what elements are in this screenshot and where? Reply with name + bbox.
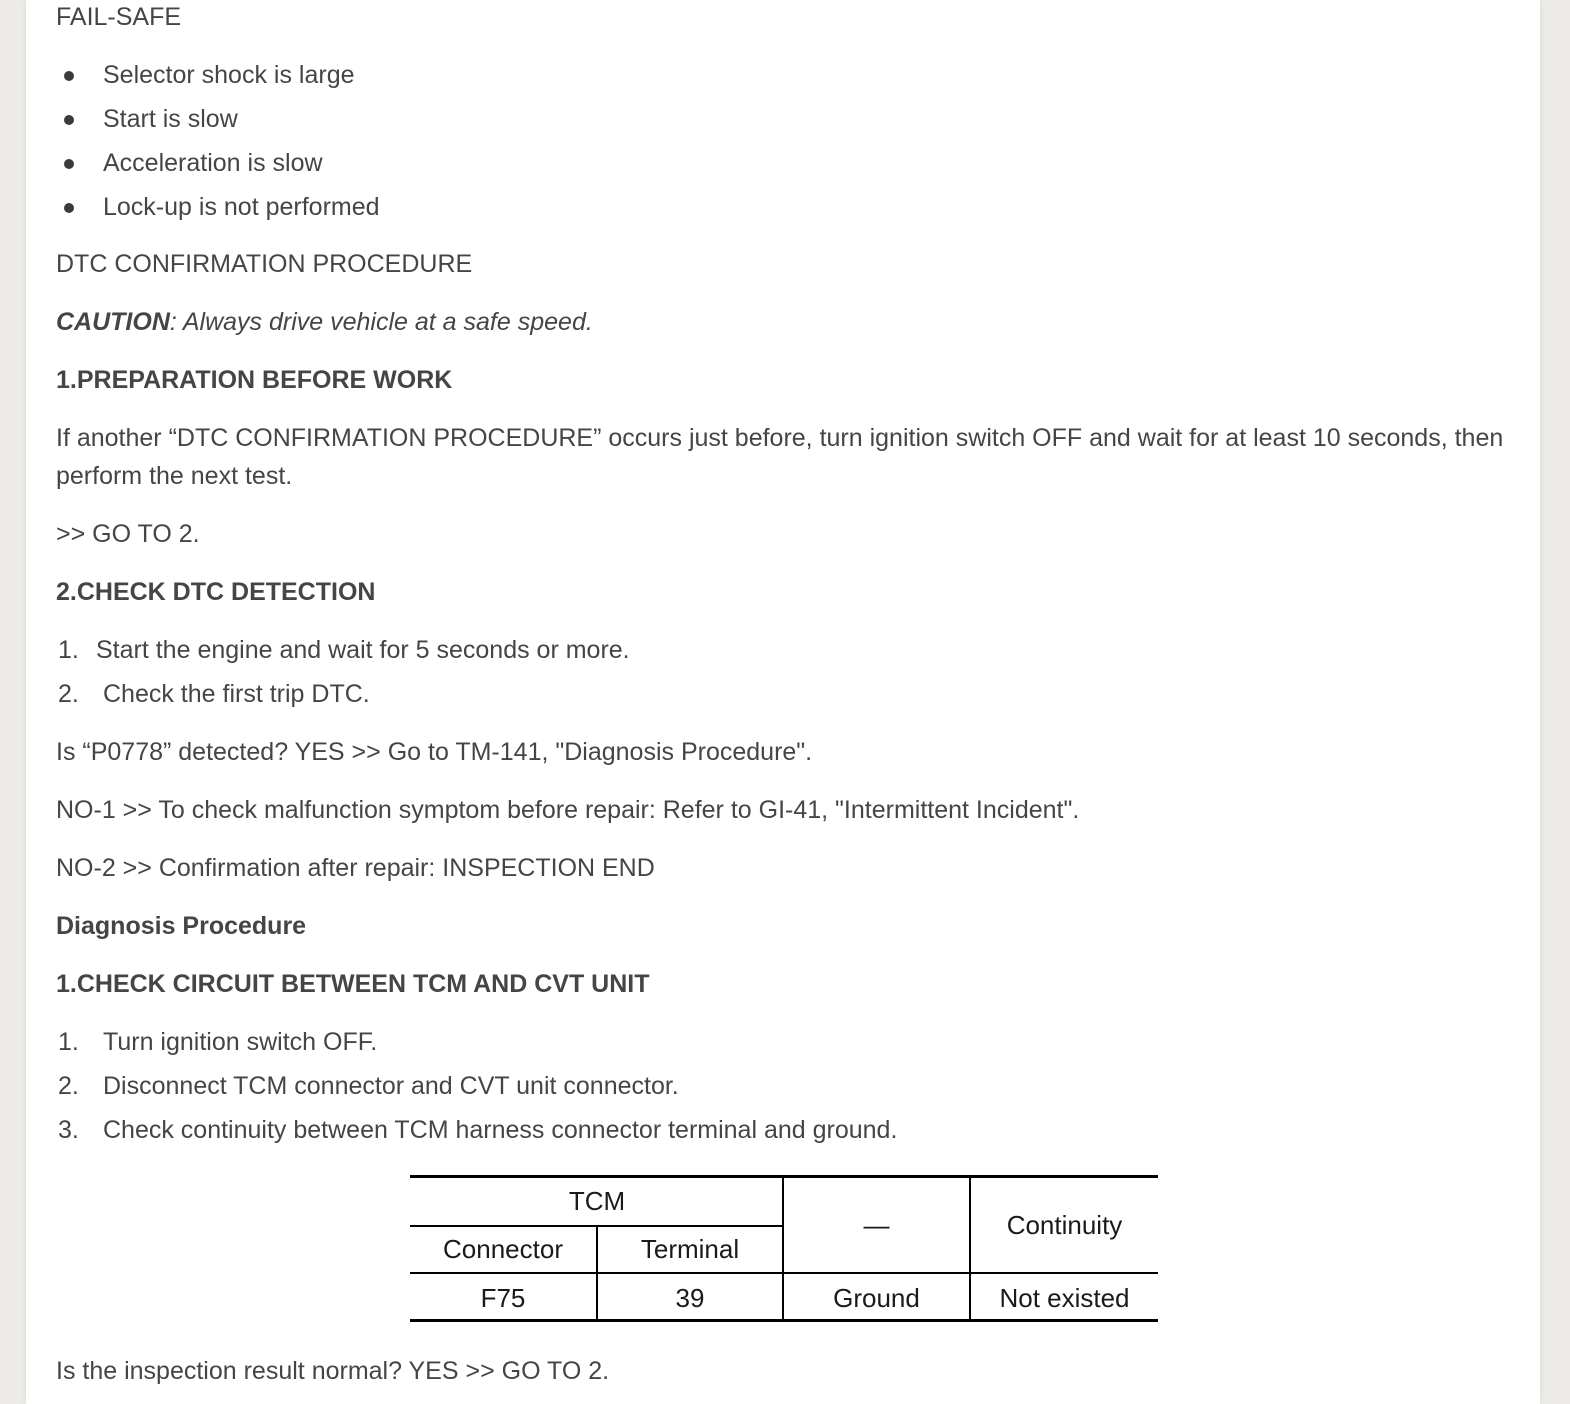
table-cell-ground: Ground <box>833 1282 920 1313</box>
bullet-dot <box>64 203 74 213</box>
caution-line <box>56 303 593 341</box>
failsafe-bullet-3: Acceleration is slow <box>103 149 323 177</box>
table-header-connector: Connector <box>443 1234 563 1264</box>
caution-label: CAUTION <box>56 308 170 336</box>
step2-heading: 2.CHECK DTC DETECTION <box>56 578 376 606</box>
list-number: 3. <box>58 1116 79 1144</box>
diagnosis-item-2: Disconnect TCM connector and CVT unit connector. <box>103 1072 679 1100</box>
step2-no2: NO-2 >> Confirmation after repair: INSPECTION END <box>56 854 655 882</box>
table-header-terminal: Terminal <box>640 1234 740 1264</box>
step1-body: If another “DTC CONFIRMATION PROCEDURE” occurs just before, turn ignition switch OFF and wait for at least 10 seconds, then perform the next test. <box>56 424 1504 490</box>
bullet-dot <box>64 115 74 125</box>
step2-item-1: Start the engine and wait for 5 seconds or more. <box>96 636 630 664</box>
table-cell-connector: F75 <box>480 1282 526 1313</box>
list-number: 2. <box>58 680 79 708</box>
caution-text: : Always drive vehicle at a safe speed. <box>169 308 593 336</box>
list-number: 1. <box>58 636 79 664</box>
list-number: 1. <box>58 1028 79 1056</box>
table-header-tcm: TCM <box>568 1185 626 1216</box>
diagnosis-step-heading: 1.CHECK CIRCUIT BETWEEN TCM AND CVT UNIT <box>56 970 650 998</box>
dtc-heading: DTC CONFIRMATION PROCEDURE <box>56 250 473 278</box>
bullet-dot <box>64 71 74 81</box>
diagnosis-item-1: Turn ignition switch OFF. <box>103 1028 378 1056</box>
diagnosis-item-3: Check continuity between TCM harness connector terminal and ground. <box>103 1116 898 1144</box>
table-cell-terminal: 39 <box>675 1282 705 1313</box>
continuity-table <box>410 1175 1158 1322</box>
inspection-result: Is the inspection result normal? YES >> GO TO 2. <box>56 1357 610 1385</box>
step2-question: Is “P0778” detected? YES >> Go to TM-141, "Diagnosis Procedure". <box>56 738 813 766</box>
list-number: 2. <box>58 1072 79 1100</box>
diagnosis-heading: Diagnosis Procedure <box>56 912 307 940</box>
failsafe-bullet-1: Selector shock is large <box>103 61 355 89</box>
step2-no1: NO-1 >> To check malfunction symptom before repair: Refer to GI-41, "Intermittent Incident". <box>56 796 1080 824</box>
step1-goto: >> GO TO 2. <box>56 520 200 548</box>
failsafe-bullet-2: Start is slow <box>103 105 238 133</box>
failsafe-bullet-4: Lock-up is not performed <box>103 193 380 221</box>
failsafe-heading: FAIL-SAFE <box>56 3 182 31</box>
bullet-dot <box>64 159 74 169</box>
table-header-continuity: Continuity <box>1006 1209 1123 1240</box>
step1-heading: 1.PREPARATION BEFORE WORK <box>56 366 453 394</box>
table-header-dash: — <box>863 1209 890 1240</box>
table-cell-continuity: Not existed <box>999 1282 1130 1313</box>
step2-item-2: Check the first trip DTC. <box>103 680 370 708</box>
